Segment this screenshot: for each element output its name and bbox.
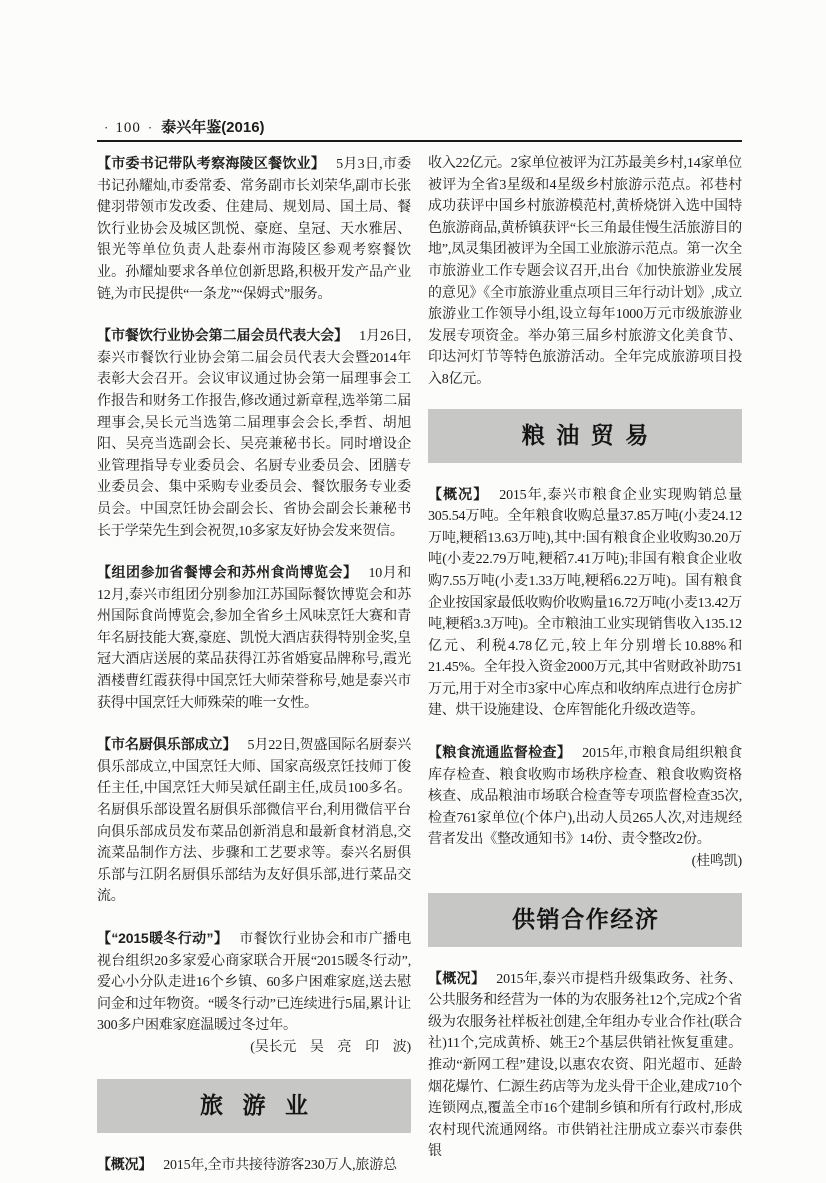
entry-body: 2015年,泰兴市提档升级集政务、社务、公共服务和经营为一体的为农服务社12个,完成2个省级为农服务社样板社创建,全年组办专业合作社(联合社)11个,完成黄桥、姚王2个基层供销社恢复重建。推动“新网工程”建设,以惠农农资、阳光超市、延龄烟花爆竹、仁源生药店等为龙头骨干企业,建成710个连锁网点,覆盖全市16个建制乡镇和所有行政村,形成农村现代流通网络。市供销社注册成立泰兴市泰供银 xyxy=(428,971,743,1160)
entry-expo-participation xyxy=(97,562,411,714)
two-column-body xyxy=(97,142,742,1183)
entry-tourism-overview xyxy=(97,1154,411,1177)
tourism-overview-continuation xyxy=(428,153,742,391)
author-signature: (吴长元 吴 亮 印 波) xyxy=(250,1039,411,1055)
entry-mayor-inspection xyxy=(97,153,411,305)
entry-head: 【粮食流通监督检查】 xyxy=(428,744,572,761)
page-number: 100 xyxy=(115,120,141,136)
left-column xyxy=(97,153,411,1183)
entry-body: 5月3日,市委书记孙耀灿,市委常委、常务副市长刘荣华,副市长张健羽带领市发改委、住建局、规划局、国土局、餐饮行业协会及城区凯悦、豪庭、皇冠、天水雅居、银光等单位负责人赴泰州市海陵区参观考察餐饮业。孙耀灿要求各单位创新思路,积极开发产品产业链,为市民提供“一条龙”“保姆式”服务。 xyxy=(97,157,411,302)
entry-head: 【市餐饮行业协会第二届会员代表大会】 xyxy=(97,327,349,344)
entry-body: 10月和12月,泰兴市组团分别参加江苏国际餐饮博览会和苏州国际食尚博览会,参加全省乡土风味烹饪大赛和青年名厨技能大赛,豪庭、凯悦大酒店获得特别金奖,皇冠大酒店送展的菜品获得江苏省婚宴品牌称号,霞光酒楼曹红霞获得中国烹饪大师荣誉称号,她是泰兴市获得中国烹饪大师殊荣的唯一女性。 xyxy=(97,566,411,711)
section-title: 粮油贸易 xyxy=(521,421,660,448)
book-title: 泰兴年鉴(2016) xyxy=(161,119,265,136)
entry-head: 【市名厨俱乐部成立】 xyxy=(97,736,237,753)
section-header-supply-marketing-economy xyxy=(428,893,742,947)
entry-head: 【概况】 xyxy=(428,969,486,986)
yearbook-page xyxy=(97,116,742,1183)
header-bullet-left: · xyxy=(104,120,109,135)
section-title: 供销合作经济 xyxy=(511,905,660,932)
entry-head: 【概况】 xyxy=(97,1155,153,1172)
entry-body: 收入22亿元。2家单位被评为江苏最美乡村,14家单位被评为全省3星级和4星级乡村旅游示范点。祁巷村成功获评中国乡村旅游模范村,黄桥烧饼入选中国特色旅游商品,黄桥镇获评“长三角最佳慢生活旅游目的地”,凤灵集团被评为全国工业旅游示范点。第一次全市旅游业工作专题会议召开,出台《加快旅游业发展的意见》《全市旅游业重点项目三年行动计划》,成立旅游业工作领导小组,设立每年1000万元市级旅游业发展专项资金。举办第三届乡村旅游文化美食节、印达河灯节等特色旅游活动。全年完成旅游项目投入8亿元。 xyxy=(428,156,742,387)
section-header-tourism xyxy=(97,1079,411,1133)
right-column xyxy=(428,153,742,1183)
section-title: 旅游业 xyxy=(199,1091,328,1118)
entry-body: 2015年,市粮食局组织粮食库存检查、粮食收购市场秩序检查、粮食收购资格核查、成品粮油市场联合检查等专项监督检查35次,检查761家单位(个体户),出动人员265人次,对违规经营者发出《整改通知书》14份、责令整改2份。 xyxy=(428,746,743,848)
header-bullet-right: · xyxy=(147,120,153,135)
entry-body: 1月26日,泰兴市餐饮行业协会第二届会员代表大会暨2014年表彰大会召开。会议审议通过协会第一届理事会工作报告和财务工作报告,修改通过新章程,选举第二届理事会,吴长元当选第二届理事会会长,季哲、胡旭阳、吴亮当选副会长、吴亮兼秘书长。同时增设企业管理指导专业委员会、名厨专业委员会、团膳专业委员会、集中采购专业委员会、餐饮服务专业委员会。中国烹饪协会副会长、省协会副会长兼秘书长于学荣先生到会祝贺,10多家友好协会发来贺信。 xyxy=(97,329,411,539)
section-header-grain-oil-trade xyxy=(428,409,742,463)
entry-body: 2015年,泰兴市粮食企业实现购销总量305.54万吨。全年粮食收购总量37.85万吨(小麦24.12万吨,粳稻13.63万吨),其中:国有粮食企业收购30.20万吨(小麦22.79万吨,粳稻7.41万吨);非国有粮食企业收购7.55万吨(小麦1.33万吨,粳稻6.22万吨)。国有粮食企业按国家最低收购价收购量16.72万吨(小麦13.42万吨,粳稻3.3万吨)。全市粮油工业实现销售收入135.12亿元、利税4.78亿元,较上年分别增长10.88%和21.45%。全年投入资金2000万元,其中省财政补助751万元,用于对全市3家中心库点和收纳库点进行仓房扩建、烘干设施建设、仓库智能化升级改造等。 xyxy=(428,487,743,719)
entry-warm-winter-action xyxy=(97,928,411,1037)
page-header xyxy=(97,116,742,136)
entry-supply-marketing-overview xyxy=(428,968,742,1163)
entry-catering-association-congress xyxy=(97,325,411,542)
author-signature: (桂鸣凯) xyxy=(691,854,742,870)
entry-grain-circulation-supervision xyxy=(428,742,742,851)
entry-body: 市餐饮行业协会和市广播电视台组织20多家爱心商家联合开展“2015暖冬行动”,爱心小分队走进16个乡镇、60多户困难家庭,送去慰问金和过年物资。“暖冬行动”已连续进行5届,累计让300多户困难家庭温暖过冬过年。 xyxy=(97,932,411,1034)
entry-grain-overview xyxy=(428,484,742,723)
entry-body: 2015年,全市共接待游客230万人,旅游总 xyxy=(163,1157,397,1173)
entry-head: 【“2015暖冬行动”】 xyxy=(97,930,229,946)
entry-head: 【组团参加省餐博会和苏州食尚博览会】 xyxy=(97,564,358,581)
entry-body: 5月22日,贺盛国际名厨泰兴俱乐部成立,中国烹饪大师、国家高级烹饪技师丁俊任主任,中国烹饪大师吴斌任副主任,成员100多名。名厨俱乐部设置名厨俱乐部微信平台,利用微信平台向俱乐部成员发布菜品创新消息和最新食材消息,交流菜品制作方法、步骤和工艺要求等。泰兴名厨俱乐部与江阴名厨俱乐部结为友好俱乐部,进行菜品交流。 xyxy=(97,738,411,905)
entry-chef-club-founded xyxy=(97,734,411,908)
entry-head: 【市委书记带队考察海陵区餐饮业】 xyxy=(97,155,326,171)
entry-head: 【概况】 xyxy=(428,485,489,502)
